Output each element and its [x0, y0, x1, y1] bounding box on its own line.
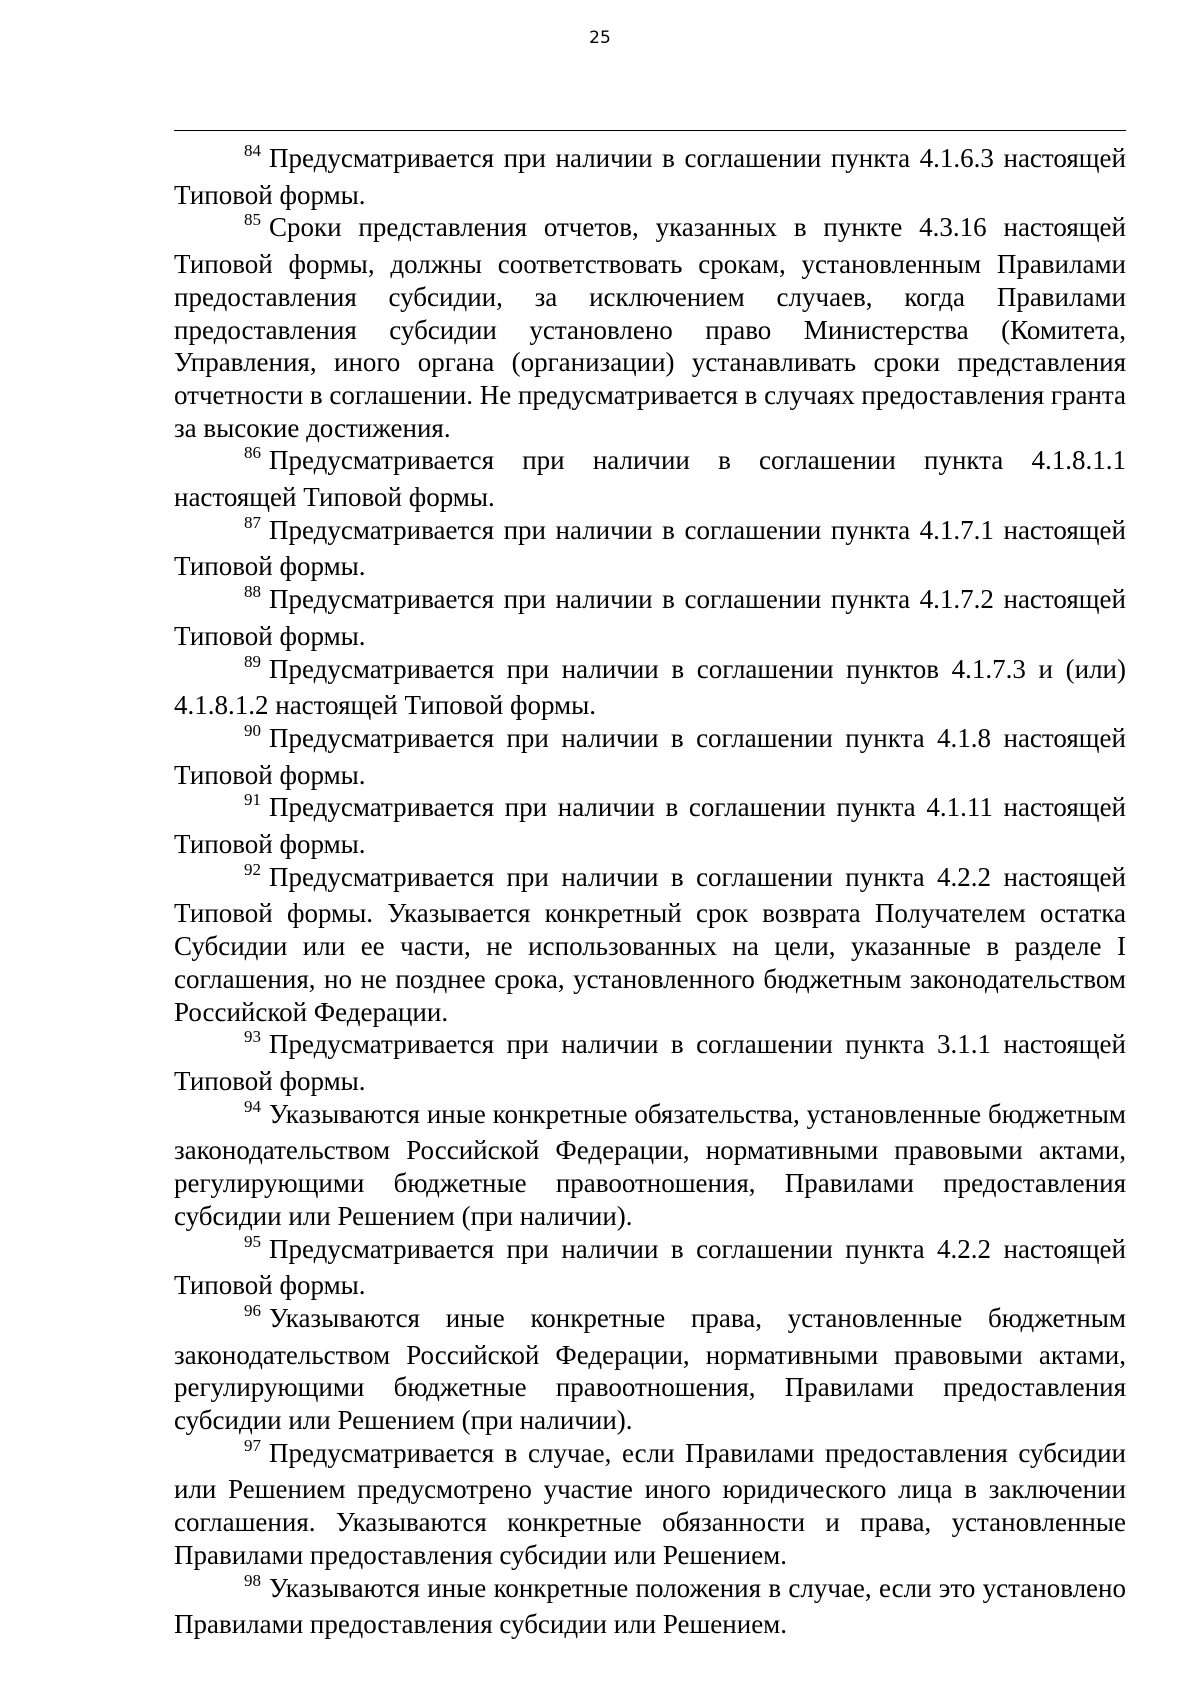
- footnote-number: 85: [244, 210, 261, 230]
- footnote-89: [174, 653, 1126, 722]
- footnote-text: Сроки представления отчетов, указанных в пункте 4.3.16 настоящей Типовой формы, должны соответствовать срокам, установленным Правилами предоставления субсидии, за исключением случаев, когда Правилами предоставления субсидии установлено право Министерства (Комитета, Управления, иного органа (организации) устанавливать сроки представления отчетности в соглашении. Не предусматривается в случаях предоставления гранта за высокие достижения.: [174, 212, 1126, 443]
- footnote-text: Указываются иные конкретные положения в случае, если это установлено Правилами предоставления субсидии или Решением.: [174, 1572, 1126, 1640]
- footnote-number: 91: [244, 790, 261, 810]
- footnotes: [174, 142, 1126, 1641]
- footnote-text: Предусматривается при наличии в соглашении пунктов 4.1.7.3 и (или) 4.1.8.1.2 настоящей Типовой формы.: [174, 653, 1126, 721]
- footnote-number: 86: [244, 443, 261, 463]
- footnote-85: [174, 211, 1126, 444]
- footnote-text: Предусматривается при наличии в соглашении пункта 4.1.7.2 настоящей Типовой формы.: [174, 584, 1126, 651]
- footnote-88: [174, 583, 1126, 652]
- footnote-86: [174, 444, 1126, 513]
- footnote-text: Предусматривается при наличии в соглашении пункта 4.2.2 настоящей Типовой формы.: [174, 1233, 1126, 1301]
- footnote-number: 95: [244, 1231, 261, 1251]
- footnote-number: 97: [244, 1435, 261, 1455]
- footnote-number: 98: [244, 1570, 261, 1590]
- footnote-93: [174, 1028, 1126, 1097]
- footnote-97: [174, 1437, 1126, 1572]
- footnote-number: 94: [244, 1096, 261, 1116]
- footnote-text: Предусматривается при наличии в соглашении пункта 4.1.11 настоящей Типовой формы.: [174, 792, 1126, 860]
- footnote-text: Предусматривается при наличии в соглашении пункта 3.1.1 настоящей Типовой формы.: [174, 1029, 1126, 1096]
- footnote-87: [174, 514, 1126, 583]
- footnote-number: 89: [244, 651, 261, 671]
- footnote-number: 92: [244, 859, 261, 879]
- footnote-number: 84: [244, 141, 261, 160]
- footnote-96: [174, 1302, 1126, 1437]
- footnote-text: Указываются иные конкретные обязательства, установленные бюджетным законодательством Российской Федерации, нормативными правовыми актами, регулирующими бюджетные правоотношения, Правилами предоставления субсидии или Решением (при наличии).: [174, 1098, 1126, 1231]
- footnote-text: Предусматривается при наличии в соглашении пункта 4.1.7.1 настоящей Типовой формы.: [174, 514, 1126, 582]
- footnote-text: Предусматривается при наличии в соглашении пункта 4.1.8.1.1 настоящей Типовой формы.: [174, 445, 1126, 513]
- footnote-84: [174, 142, 1126, 211]
- footnote-94: [174, 1098, 1126, 1233]
- footnote-90: [174, 722, 1126, 791]
- footnote-number: 87: [244, 512, 261, 532]
- footnote-number: 90: [244, 720, 261, 740]
- footnote-91: [174, 791, 1126, 860]
- footnote-number: 96: [244, 1300, 261, 1320]
- footnote-text: Предусматривается при наличии в соглашении пункта 4.1.8 настоящей Типовой формы.: [174, 722, 1126, 790]
- footnote-95: [174, 1233, 1126, 1302]
- footnote-text: Предусматривается в случае, если Правилами предоставления субсидии или Решением предусмотрено участие иного юридического лица в заключении соглашения. Указываются конкретные обязанности и права, установленные Правилами предоставления субсидии или Решением.: [174, 1437, 1126, 1570]
- footnote-text: Предусматривается при наличии в соглашении пункта 4.2.2 настоящей Типовой формы. Указывается конкретный срок возврата Получателем остатка Субсидии или ее части, не использованных на цели, указанные в разделе I соглашения, но не позднее срока, установленного бюджетным законодательством Российской Федерации.: [174, 861, 1126, 1027]
- page-number: 25: [589, 28, 611, 48]
- footnote-number: 88: [244, 582, 261, 602]
- footnote-92: [174, 861, 1126, 1029]
- footnote-number: 93: [244, 1027, 261, 1047]
- footnote-text: Указываются иные конкретные права, установленные бюджетным законодательством Российской Федерации, нормативными правовыми актами, регулирующими бюджетные правоотношения, Правилами предоставления субсидии или Решением (при наличии).: [174, 1302, 1126, 1436]
- footnote-text: Предусматривается при наличии в соглашении пункта 4.1.6.3 настоящей Типовой формы.: [174, 143, 1126, 210]
- footnote-98: [174, 1572, 1126, 1641]
- footnote-separator: [174, 130, 1126, 131]
